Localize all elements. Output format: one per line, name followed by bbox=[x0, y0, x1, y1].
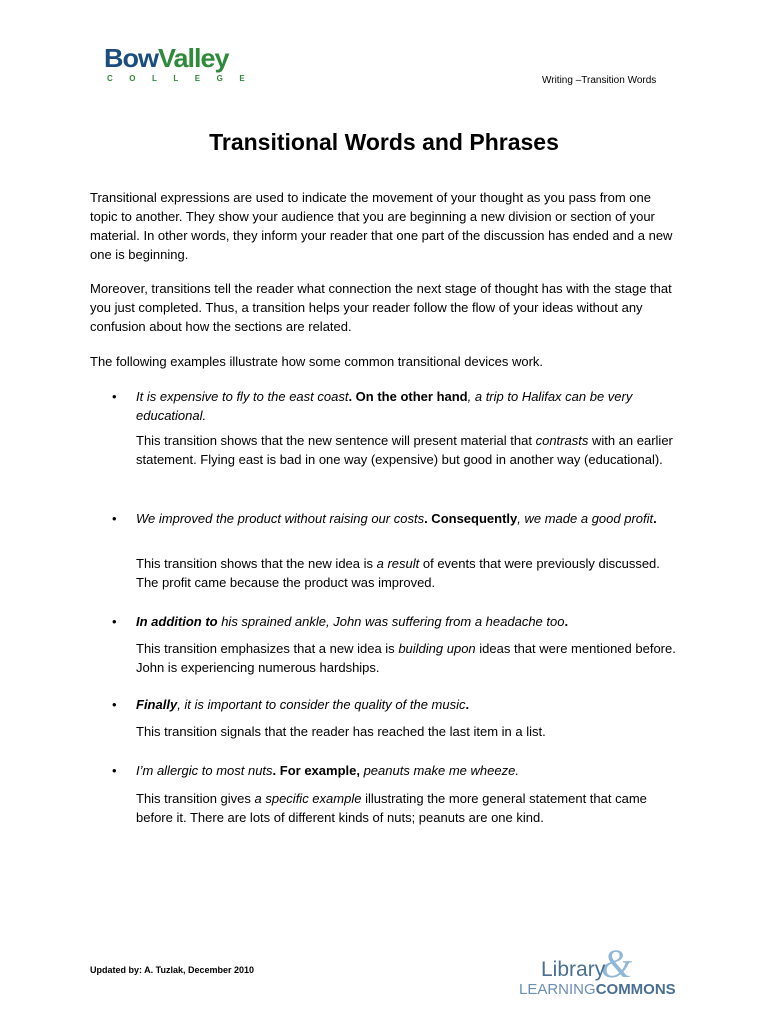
example-explanation: This transition gives a specific example illustrating the more general statement that came before it. There are lots of different kinds of nuts; peanuts are one kind. bbox=[136, 791, 647, 825]
example-sentence: We improved the product without raising our costs. Consequently, we made a good profit. bbox=[136, 511, 657, 526]
intro-paragraph-1: Transitional expressions are used to indicate the movement of your thought as you pass from one topic to another. They show your audience that you are beginning a new division or section of your material. In other words, they inform your reader that one part of the discussion has ended and a new one is beginning. bbox=[90, 190, 673, 262]
bullet-icon: • bbox=[112, 614, 117, 629]
logo-learning-commons-text: LEARNINGCOMMONS bbox=[519, 981, 676, 998]
logo-library-text: Library bbox=[541, 958, 606, 981]
example-explanation: This transition signals that the reader has reached the last item in a list. bbox=[136, 724, 546, 739]
example-explanation: This transition shows that the new sentence will present material that contrasts with an earlier statement. Flying east is bad in one way (expensive) but good in another way (educational). bbox=[136, 433, 673, 467]
logo-ampersand: & bbox=[601, 941, 633, 986]
bullet-icon: • bbox=[112, 389, 117, 404]
footer-updated-by: Updated by: A. Tuzlak, December 2010 bbox=[90, 965, 255, 975]
header-subject: Writing –Transition Words bbox=[542, 75, 657, 86]
bullet-icon: • bbox=[112, 697, 117, 712]
page-title: Transitional Words and Phrases bbox=[209, 129, 559, 155]
logo-college-text: COLLEGE bbox=[107, 74, 262, 83]
example-explanation: This transition emphasizes that a new idea is building upon ideas that were mentioned before. John is experiencing numerous hardships. bbox=[136, 641, 676, 675]
library-learning-commons-logo bbox=[517, 941, 687, 1000]
intro-paragraph-3: The following examples illustrate how some common transitional devices work. bbox=[90, 354, 544, 369]
example-sentence: I’m allergic to most nuts. For example, peanuts make me wheeze. bbox=[136, 763, 519, 778]
bullet-icon: • bbox=[112, 763, 117, 778]
example-sentence: It is expensive to fly to the east coast. On the other hand, a trip to Halifax can be very educational. bbox=[136, 389, 633, 423]
example-explanation: This transition shows that the new idea is a result of events that were previously discussed. The profit came because the product was improved. bbox=[136, 556, 660, 590]
example-sentence: Finally, it is important to consider the quality of the music. bbox=[136, 697, 470, 712]
bow-valley-college-logo bbox=[104, 44, 262, 88]
bullet-icon: • bbox=[112, 511, 117, 526]
example-sentence: In addition to his sprained ankle, John was suffering from a headache too. bbox=[136, 614, 569, 629]
logo-wordmark: BowValley bbox=[104, 44, 229, 73]
intro-paragraph-2: Moreover, transitions tell the reader what connection the next stage of thought has with the stage that you just completed. Thus, a transition helps your reader follow the flow of your ideas without any confusion about how the sections are related. bbox=[90, 281, 672, 334]
